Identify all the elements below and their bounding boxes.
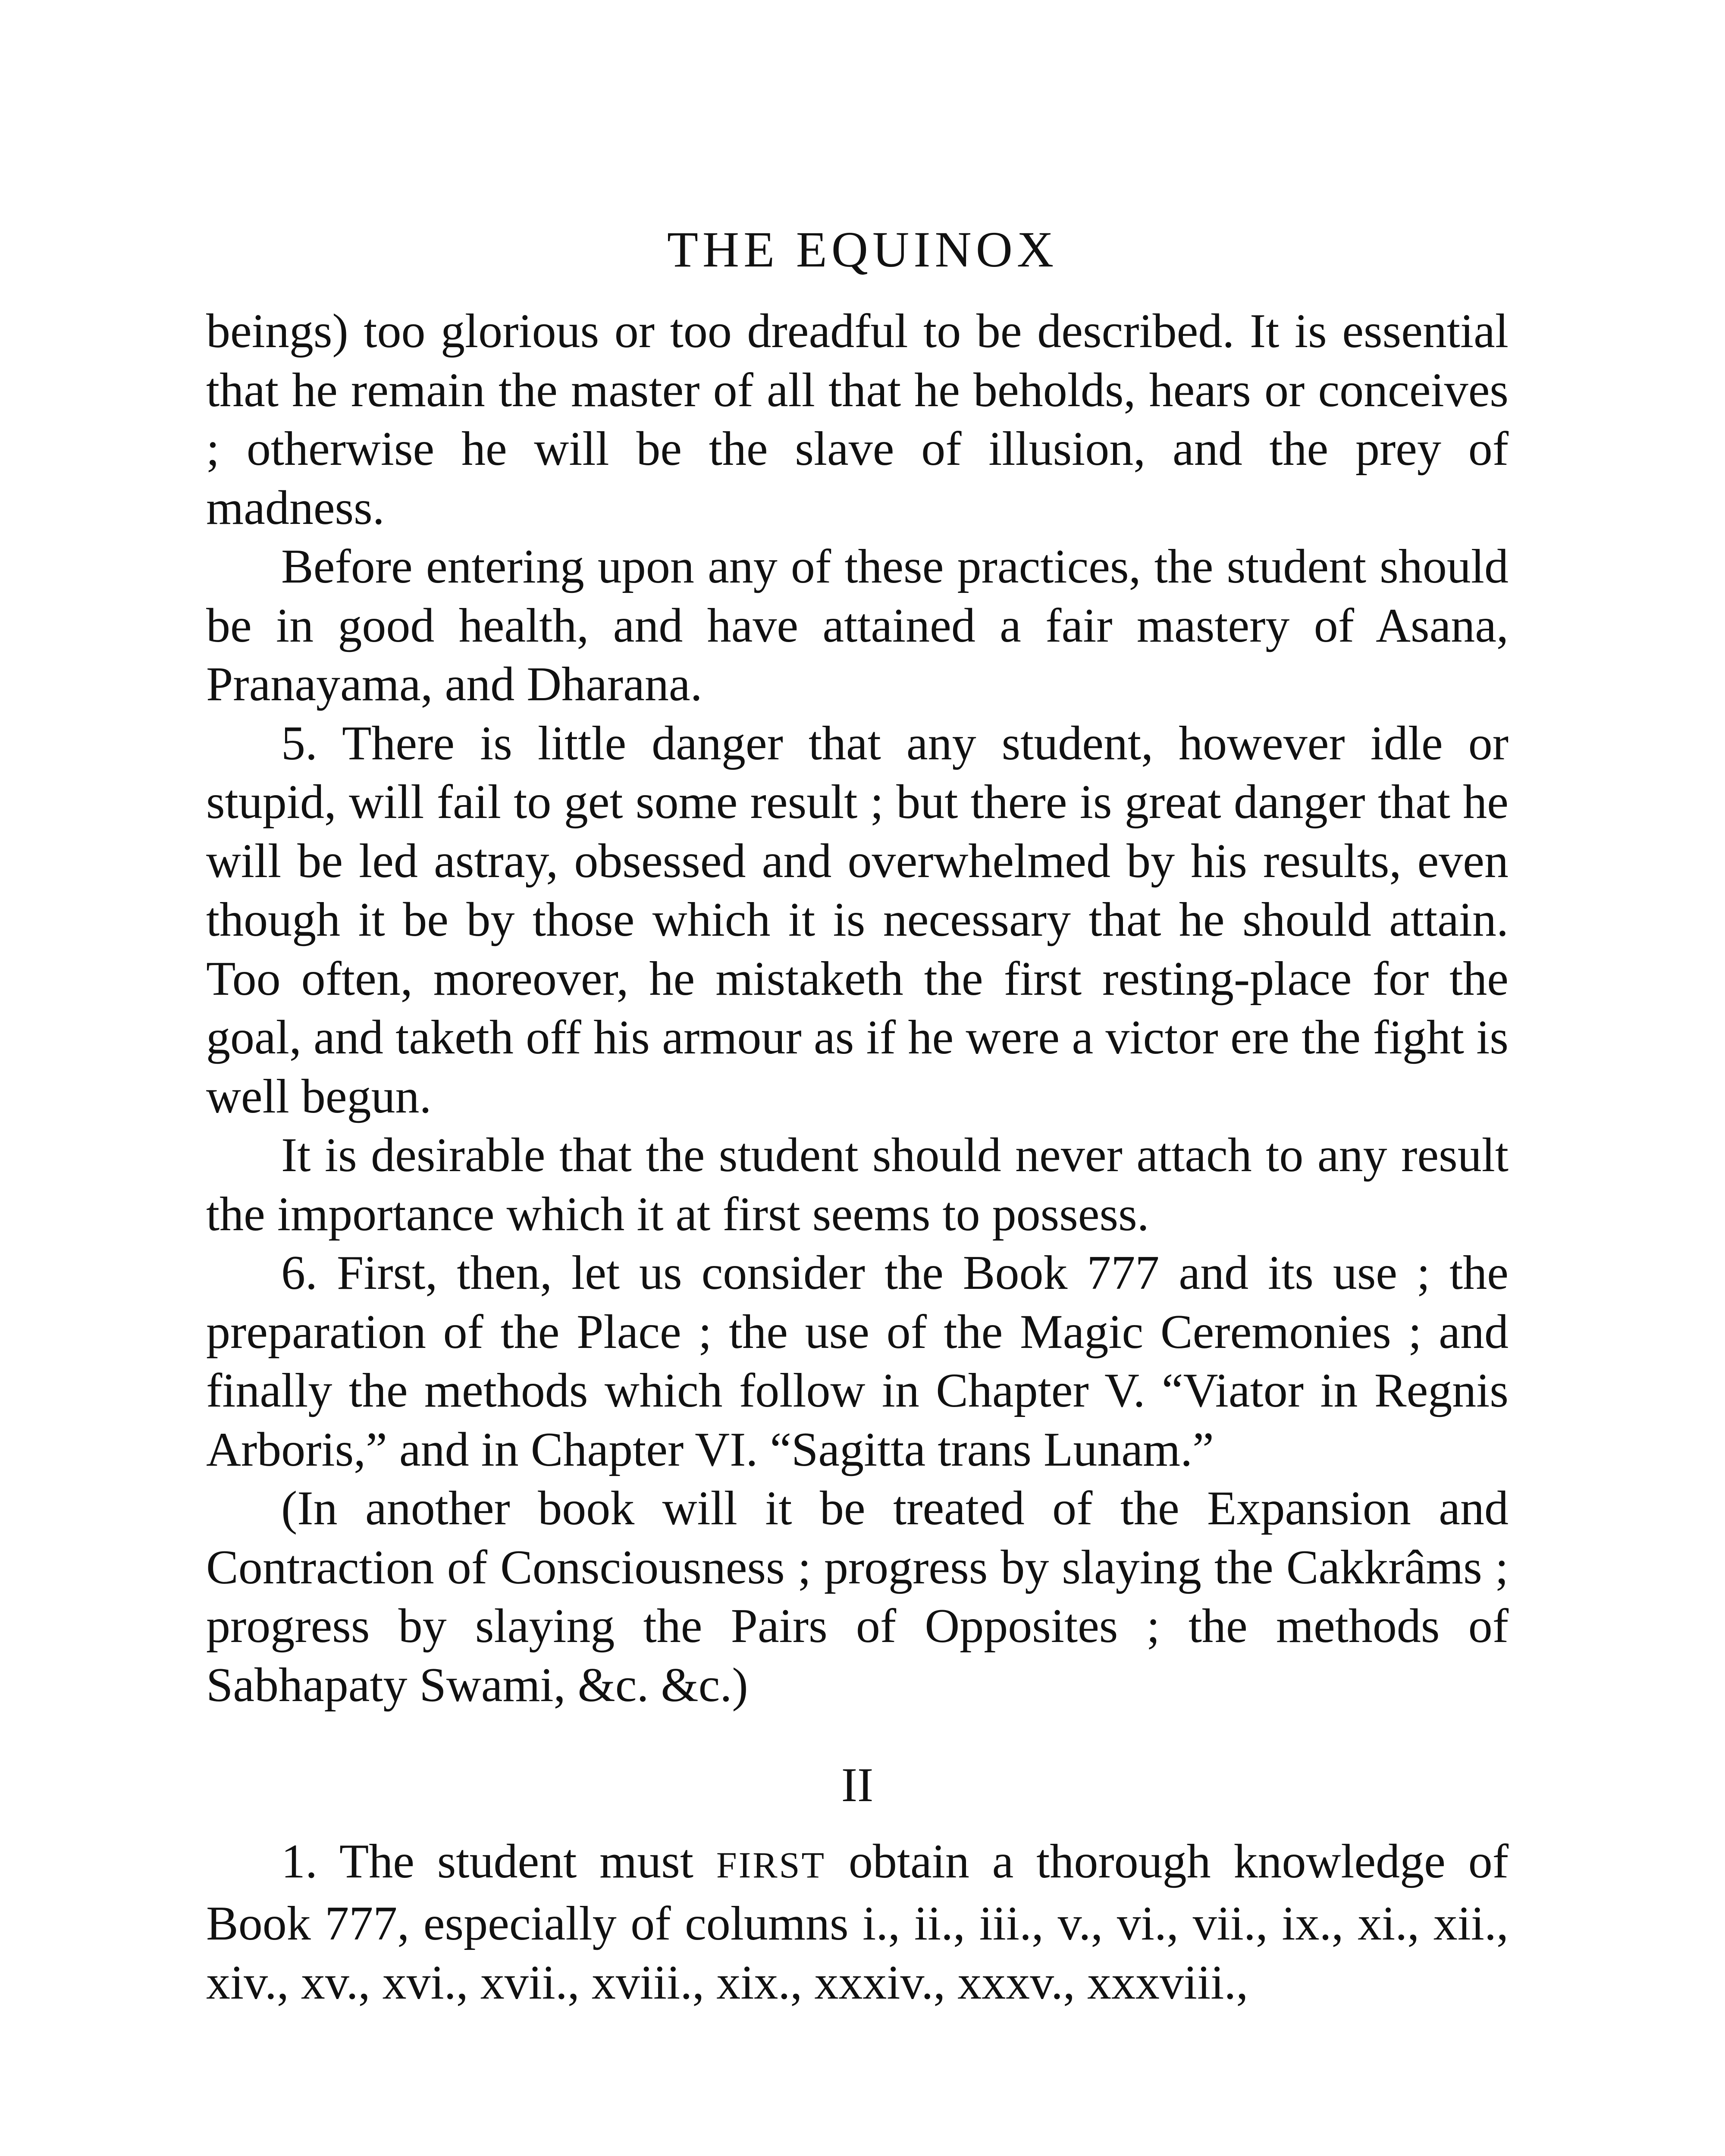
emphasis-first: FIRST (716, 1844, 826, 1886)
item-rest: obtain a thorough knowledge of Book 777, especially of columns i., ii., iii., v., vi., vii., ix., xi., xii., xiv., xv., xvi., xvii., xviii., xix., xxxiv., xxxv., xxxviii., (206, 1834, 1509, 2009)
paragraph-desirable: It is desirable that the student should never attach to any result the importance which it at first seems to possess. (206, 1128, 1509, 1241)
running-head: THE EQUINOX (667, 221, 1058, 278)
paragraph-5: 5. There is little danger that any student, however idle or stupid, will fail to get some result ; but there is great danger that he will be led astray, obsessed and overwhelmed by his results, even though it be by those which it is necessary that he should attain. Too often, moreover, he mistaketh the first resting-place for the goal, and taketh off his armour as if he were a victor ere the fight is well begun. (206, 716, 1509, 1123)
section-heading: II (841, 1758, 874, 1812)
paragraph-continuation: beings) too glorious or too dreadful to be described. It is essential that he remain the master of all that he beholds, hears or conceives ; otherwise he will be the slave of illusion, and the prey of madness. (206, 304, 1509, 535)
paragraph-section-1 (206, 1832, 1509, 2012)
paragraph-6: 6. First, then, let us consider the Book 777 and its use ; the preparation of the Place ; the use of the Magic Ceremonies ; and finally the methods which follow in Chapter V. “Viator in Regnis Arboris,” and in Chapter VI. “Sagitta trans Lunam.” (206, 1246, 1509, 1476)
body-text (206, 302, 1509, 2012)
item-lead: The student must (339, 1834, 693, 1888)
paragraph-preparation: Before entering upon any of these practices, the student should be in good health, and have attained a fair mastery of Asana, Pranayama, and Dharana. (206, 540, 1509, 711)
paragraph-parenthetical: (In another book will it be treated of the Expansion and Contraction of Consciousness ; progress by slaying the Cakkrâms ; progress by slaying the Pairs of Opposites ; the methods of Sabhapaty Swami, &c. &c.) (206, 1482, 1509, 1712)
item-number: 1. (281, 1834, 317, 1888)
